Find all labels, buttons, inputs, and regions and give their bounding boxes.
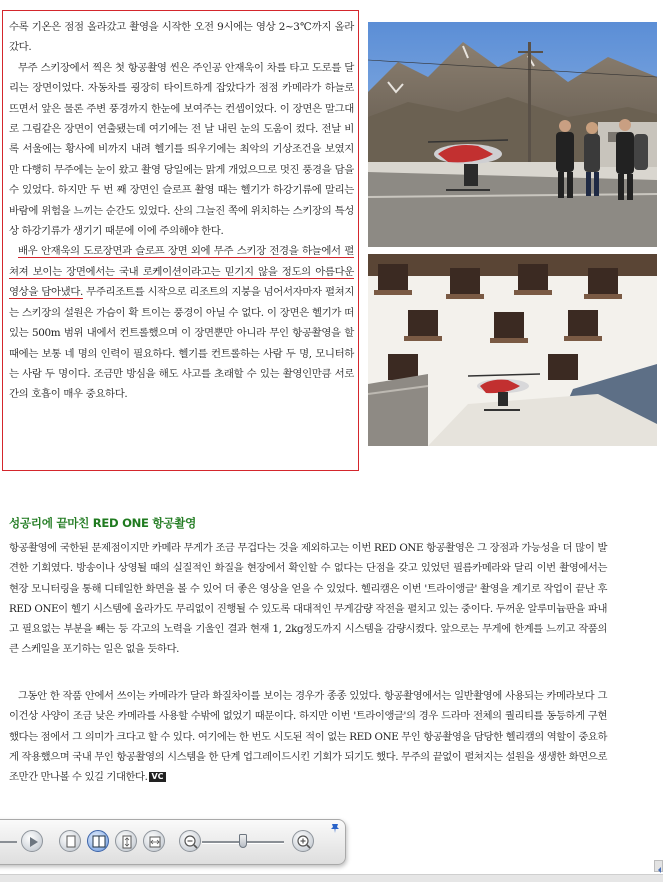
paragraph-3-rest: 무주리조트를 시작으로 리조트의 지붕을 넘어서자마자 펼쳐지는 스키장의 설원은 가슴이 확 트이는 풍경이 아닐 수 없다. 이 장면은 헬기가 떠 있는 500m 범위 내에서 컨트롤했으며 이 장면뿐만 아니라 무인 항공촬영을 할 때에는 보통 네 명의 인력이 필요하다. 헬기를 컨트롤하는 사람 두 명, 모니터하는 사람 두 명이다. 조금만 방심을 해도 사고를 초래할 수 있는 촬영인만큼 서로간의 호흡이 매우 중요하다. bbox=[9, 286, 355, 401]
end-mark-logo: VC bbox=[151, 772, 164, 782]
photo-helicopter-building bbox=[368, 254, 657, 446]
body-paragraph-1-block bbox=[9, 538, 607, 660]
scroll-corner-icon[interactable] bbox=[654, 860, 663, 872]
single-page-icon[interactable] bbox=[59, 830, 81, 852]
viewer-toolbar bbox=[0, 819, 346, 865]
zoom-out-icon[interactable] bbox=[179, 830, 201, 852]
pin-icon[interactable] bbox=[329, 822, 341, 834]
fit-width-icon[interactable] bbox=[143, 830, 165, 852]
highlighted-article-box bbox=[2, 10, 359, 471]
zoom-slider-thumb[interactable] bbox=[239, 834, 247, 848]
play-icon[interactable] bbox=[21, 830, 43, 852]
body-paragraph-1: 항공촬영에 국한된 문제점이지만 카메라 무게가 조금 무겁다는 것을 제외하고는 이번 RED ONE 항공촬영은 그 장점과 가능성을 더 많이 발견한 기회였다. 방송이나 상영될 때의 실질적인 화질을 현장에서 확인할 수 없다는 단점을 갖고 있었던 필름카메라와 달리 이번 촬영에서는 현장 모니터링을 통해 디테일한 화면을 볼 수 있어 더 좋은 영상을 얻을 수 있었다. 헬리캠은 이번 '트라이앵글' 촬영을 계기로 작업이 끝난 후 RED ONE이 헬기 시스템에 올라가도 무리없이 진행될 수 있도록 대대적인 무게감량 작전을 펼치고 있는 중이다. 두꺼운 알루미늄판을 파내고 필요없는 부분을 빼는 등 각고의 노력을 기울인 결과 현재 1, 2kg정도까지 시스템을 감량시켰다. 앞으로는 무게에 한계를 느끼고 작품의 큰 스케일을 포기하는 일은 없을 듯하다. bbox=[9, 542, 607, 656]
underlined-quote: 배우 안재욱의 도로장면과 슬로프 장면 외에 무주 스키장 전경을 하늘에서 펼쳐져 보이는 장면에서는 국내 로케이션이라고는 믿기지 않을 정도의 아름다운 영상을 담아냈다. bbox=[9, 245, 354, 299]
body-paragraph-2-text: 그동안 한 작품 안에서 쓰이는 카메라가 달라 화질차이를 보이는 경우가 종종 있었다. 항공촬영에서는 일반촬영에 사용되는 카메라보다 그 이건상 사양이 조금 낮은 카메라를 사용할 수밖에 없었기 때문이다. 하지만 이번 '트라이앵글'의 경우 드라마 전체의 퀄리티를 동등하게 구현했다는 점에서 그 의미가 크다고 할 수 있다. 여기에는 한 번도 시도된 적이 없는 RED ONE 무인 항공촬영을 담당한 헬리캠의 역할이 중요하게 작용했으며 국내 무인 항공촬영의 시스템을 한 단계 업그레이드시킨 기회가 되기도 했다. 무주의 끝없이 펼쳐지는 설원을 생생한 화면으로 조만간 만나볼 수 있길 기대한다. bbox=[9, 690, 607, 784]
fit-height-icon[interactable] bbox=[115, 830, 137, 852]
section-title: 성공리에 끝마친 RED ONE 항공촬영 bbox=[9, 516, 196, 530]
photo-helicopter-mountain-road bbox=[368, 22, 657, 247]
paragraph-2: 무주 스키장에서 찍은 첫 항공촬영 씬은 주인공 안재욱이 차를 타고 도로를 달리는 장면이었다. 자동차를 굉장히 타이트하게 잡았다가 점점 카메라가 하늘로 뜨면서 앞은 물론 주변 풍경까지 한눈에 보여주는 컨셉이었다. 이 장면은 말그대로 그림같은 장면이 연출됐는데 여기에는 전 날 내린 눈의 도움이 컸다. 전날 비록 서울에는 황사에 비까지 내려 헬기를 띄우기에는 최악의 기상조건을 보였지만 다행히 무주에는 눈이 왔고 촬영 당일에는 맑게 개었으므로 멋진 풍경을 담을 수 있었다. 하지만 두 번 째 장면인 슬로프 촬영 때는 헬기가 하강기류에 말리는 바람에 위험을 느끼는 순간도 있었다. 산의 그늘진 쪽에 위치하는 스키장의 특성상 하강기류가 생기기 때문에 이에 주의해야 한다. bbox=[9, 61, 354, 238]
paragraph-1: 수록 기온은 점점 올라갔고 촬영을 시작한 오전 9시에는 영상 2~3℃까지 올라갔다. bbox=[9, 21, 354, 54]
paragraph-3 bbox=[9, 241, 354, 404]
two-page-icon[interactable] bbox=[87, 830, 109, 852]
toolbar-separator-line bbox=[0, 841, 17, 844]
zoom-in-icon[interactable] bbox=[292, 830, 314, 852]
body-paragraph-2 bbox=[9, 686, 607, 787]
body-paragraph-2-block bbox=[9, 686, 607, 787]
